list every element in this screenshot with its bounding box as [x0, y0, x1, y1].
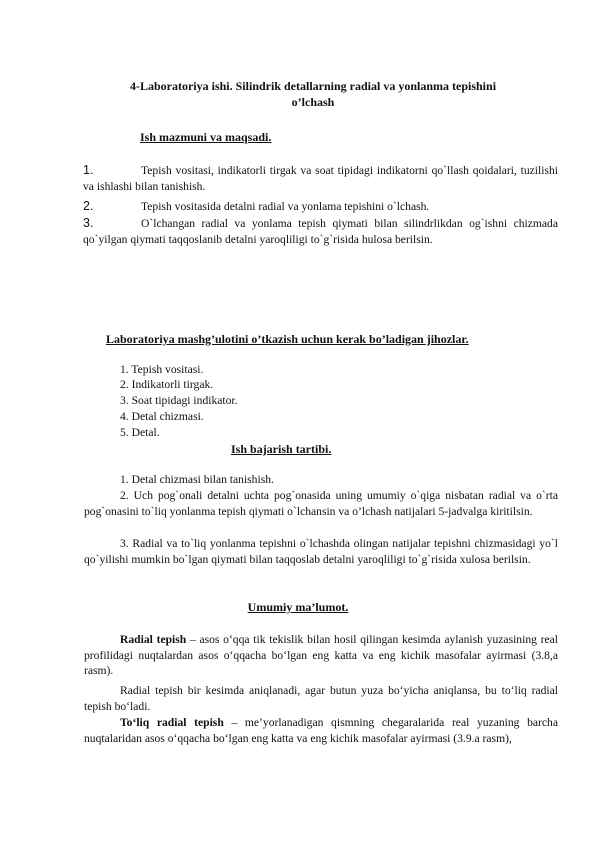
general-paragraph: [84, 715, 558, 746]
procedure-heading: Ish bajarish tartibi.: [231, 442, 332, 456]
purpose-heading: Ish mazmuni va maqsadi.: [140, 130, 272, 144]
purpose-item-text: O`lchangan radial va yonlama tepish qiymati bilan silindrlikdan og`ishni chizmada qo`yilgan qiymati taqqoslanib detalni yaroqliligi to`g`risida hulosa berilsin.: [83, 217, 558, 246]
procedure-item: 1. Detal chizmasi bilan tanishish.: [120, 473, 274, 486]
purpose-item: [83, 163, 558, 194]
general-paragraph: [84, 683, 558, 714]
procedure-item: 2. Uch pog`onali detalni uchta pog`onasida uning umumiy o`qiga nisbatan radial va o`rta pog`onasini to`liq yonlanma tepish qiymati o`lchansin va o’lchash natijalari 5-jadvalga kiritilsin.: [84, 489, 558, 518]
title-line-1: 4-Laboratoriya ishi. Silindrik detallarning radial va yonlanma tepishini: [129, 79, 497, 93]
definition-text: – me’yorlanadigan qismning chegaralarida real yuzaning barcha nuqtalaridan asos o‘qqacha bo‘lgan eng katta va eng kichik masofalar ayirmasi (3.9.a rasm),: [84, 716, 558, 745]
term-radial-tepish: Radial tepish: [120, 633, 187, 646]
title-line-2: o’lchash: [291, 95, 335, 109]
equipment-item: 3. Soat tipidagi indikator.: [120, 394, 238, 407]
equipment-item: 2. Indikatorli tirgak.: [120, 378, 214, 391]
definition-text: Radial tepish bir kesimda aniqlanadi, agar butun yuza bo‘yicha aniqlansa, bu to‘liq radial tepish bo‘ladi.: [84, 684, 558, 713]
equipment-heading: Laboratoriya mashg’ulotini o’tkazish uchun kerak bo’ladigan jihozlar.: [106, 332, 469, 346]
general-paragraph: [84, 632, 558, 679]
purpose-item-number: 2.: [83, 199, 94, 213]
document-title: [70, 78, 556, 110]
general-heading: Umumiy ma’lumot.: [247, 600, 349, 614]
procedure-item: 3. Radial va to`liq yonlanma tepishni o`lchashda olingan natijalar tepishni chizmasidagi yo`l qo`yilishi mumkin bo`lgan qiymati bilan taqqoslab detalni yaroqliligi to`g`risida xulosa berilsin.: [84, 537, 558, 566]
equipment-item: 1. Tepish vositasi.: [120, 363, 204, 376]
purpose-item: [83, 216, 558, 247]
purpose-item-text: Tepish vositasi, indikatorli tirgak va soat tipidagi indikatorni qo`llash qoidalari, tuzilishi va ishlashi bilan tanishish.: [83, 164, 558, 193]
definition-text: – asos o‘qqa tik tekislik bilan hosil qilingan kesimda aylanish yuzasining real profilidagi nuqtalardan asos o‘qqacha bo‘lgan eng katta va eng kichik masofalar ayirmasi (3.8,a rasm).: [84, 633, 559, 677]
purpose-item-number: 1.: [83, 163, 94, 177]
purpose-item: [83, 199, 558, 215]
equipment-item: 5. Detal.: [120, 426, 160, 439]
purpose-item-text: Tepish vositasida detalni radial va yonlama tepishini o`lchash.: [141, 200, 430, 213]
purpose-item-number: 3.: [83, 216, 94, 230]
equipment-item: 4. Detal chizmasi.: [120, 410, 204, 423]
term-toliq-radial-tepish: To‘liq radial tepish: [120, 716, 224, 729]
